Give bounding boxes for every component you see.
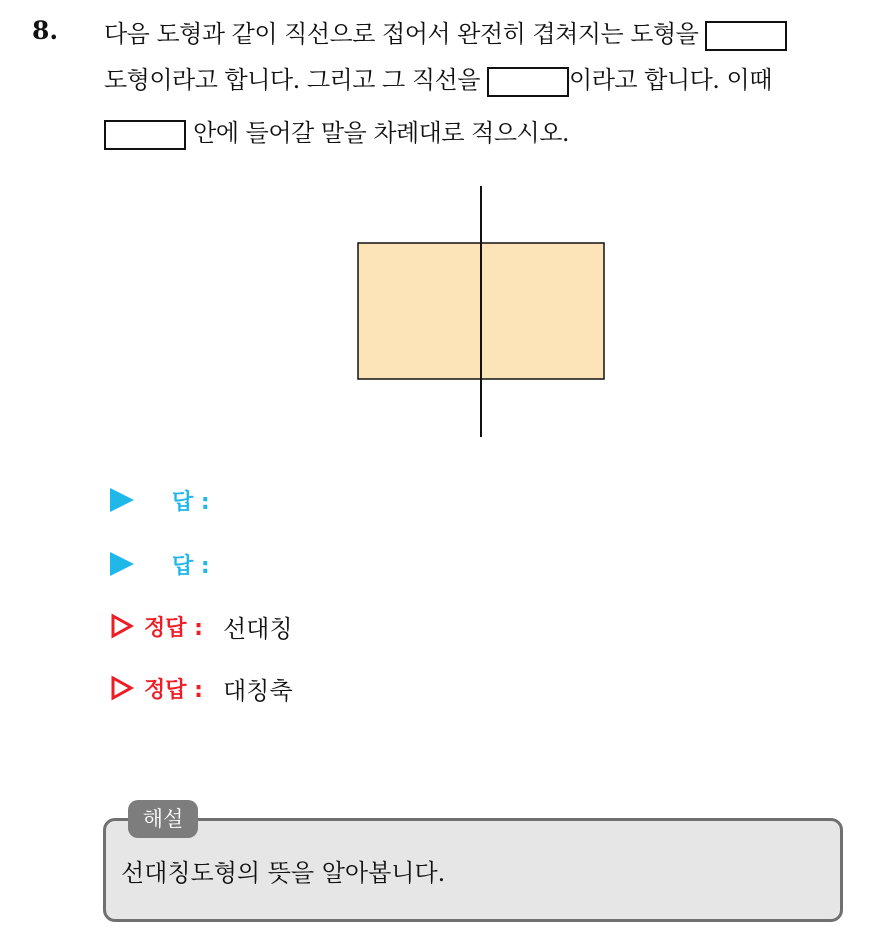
explanation-tab: 해설 — [128, 800, 198, 838]
answer-row-2 — [110, 544, 210, 584]
outline-triangle-icon — [110, 613, 134, 639]
question-text-1: 다음 도형과 같이 직선으로 접어서 완전히 겹쳐지는 도형을 — [104, 20, 699, 48]
question-line-2 — [104, 62, 772, 98]
answer-label: 답 : — [172, 489, 210, 515]
blank-reference-box — [104, 120, 186, 150]
question-text-3: 안에 들어갈 말을 차례대로 적으시오. — [193, 119, 570, 147]
correct-answer-row-2 — [110, 668, 293, 708]
correct-answer-row-1 — [110, 606, 293, 646]
symmetry-figure — [340, 180, 620, 442]
question-text-2a: 도형이라고 합니다. 그리고 그 직선을 — [104, 66, 480, 94]
question-text-2b: 이라고 합니다. 이때 — [569, 66, 772, 94]
question-line-1 — [104, 16, 787, 52]
answer-row-1 — [110, 480, 210, 520]
explanation-text: 선대칭도형의 뜻을 알아봅니다. — [121, 859, 446, 887]
correct-answer-value: 대칭축 — [222, 676, 293, 705]
correct-answer-label: 정답 : — [144, 615, 203, 641]
answer-label: 답 : — [172, 553, 210, 579]
correct-answer-label: 정답 : — [144, 677, 203, 703]
answer-blank-1[interactable] — [705, 21, 787, 51]
play-triangle-icon — [110, 552, 134, 576]
answer-blank-2[interactable] — [487, 67, 569, 97]
play-triangle-icon — [110, 488, 134, 512]
question-line-3 — [104, 115, 569, 151]
outline-triangle-icon — [110, 675, 134, 701]
correct-answer-value: 선대칭 — [222, 614, 293, 643]
question-number: 8. — [32, 16, 59, 45]
